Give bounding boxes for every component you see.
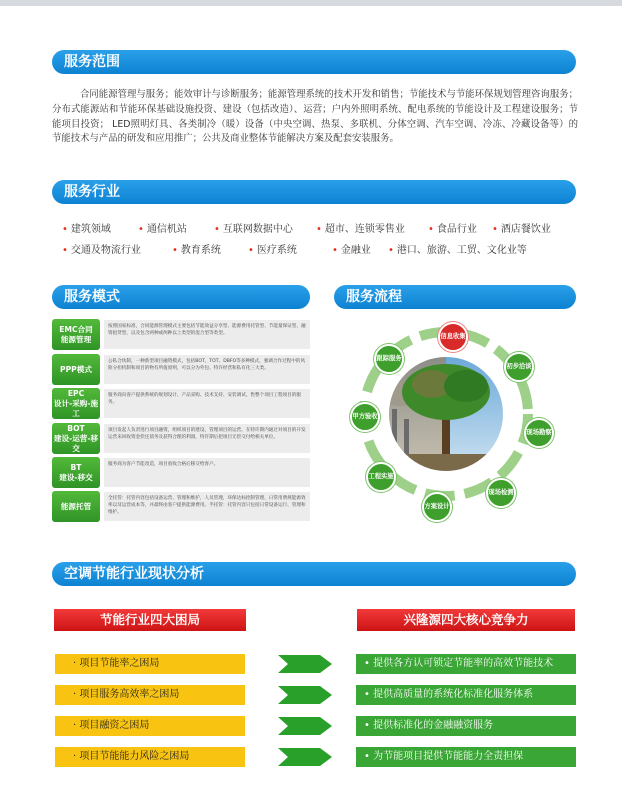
model-row-bt xyxy=(52,457,310,488)
model-tag: 能源托管 xyxy=(52,491,100,522)
scope-paragraph: 合同能源管理与服务；能效审计与诊断服务；能源管理系统的技术开发和销售；节能技术与节能环保规划管理咨询服务；分布式能源站和节能环保基础设施投资、建设（包括改造）、运营；户内外照明系统、配电系统的节能设计及工程建设服务；节能项目投资； LED照明灯具、各类制冷（暖）设备（中央空调、热泵、多联机、分体空调、汽车空调、冷冻、冷藏设备等）的节能技术与产品的研发和应用推广；公共及商业整体节能解决方案及配套安装服务。 xyxy=(52,89,578,145)
model-desc: 全托管：托管内容包括设备运营、管理和维护，人员管理，环保达标控制管理，日常用费规能源效率以及运营成本等，并最终由客户提供能源费用。半托管：托管内容只包括日常设备运行、管理和维护。 xyxy=(104,492,310,521)
industry-item: • 食品行业 xyxy=(428,224,477,235)
model-tag: EMC合同 能源管理 xyxy=(52,319,100,350)
industry-item: • 教育系统 xyxy=(172,245,221,256)
process-node-follow: 跟踪服务 xyxy=(374,344,404,374)
model-row-emc xyxy=(52,319,310,350)
strength-item-1: • 提供各方认可锁定节能率的高效节能技术 xyxy=(356,654,576,674)
industry-item: • 酒店餐饮业 xyxy=(492,224,551,235)
strength-item-2: • 提供高质量的系统化标准化服务体系 xyxy=(356,685,576,705)
industry-item: • 港口、旅游、工贸、文化业等 xyxy=(388,245,527,256)
process-node-info: 信息收集 xyxy=(438,322,468,352)
industry-title: 服务行业 xyxy=(64,184,120,200)
process-node-accept: 甲方验收 xyxy=(350,402,380,432)
scope-title: 服务范围 xyxy=(64,54,120,70)
chevron-right-icon xyxy=(278,686,332,704)
section-header-analysis xyxy=(52,562,576,586)
model-row-epc xyxy=(52,388,310,419)
top-bar xyxy=(0,0,622,6)
model-desc: 按照国家标准，合同能源管理模式主要包括节能效益分享型、能源费用托管型、节能量保证型、融资租赁型，以及包含两种或两种以上类型的混合型等类型。 xyxy=(104,320,310,349)
strength-item-4: • 为节能项目提供节能能力全责担保 xyxy=(356,747,576,767)
industry-item: • 交通及物流行业 xyxy=(62,245,141,256)
section-header-industry xyxy=(52,180,576,204)
dilemma-item-3: · 项目融资之困局 xyxy=(55,716,245,736)
dilemma-item-2: · 项目服务高效率之困局 xyxy=(55,685,245,705)
industry-item: • 金融业 xyxy=(332,245,371,256)
model-desc: 项目发起人负责进行项目融资，组织项目的建设，管理项目的运营，在特许期内通过对项目的开发运营来回收资金偿还债务及获得合理的利润，特许期后把项目无偿交付给相关单位。 xyxy=(104,424,310,453)
right-title-bar: 兴隆源四大核心竞争力 xyxy=(357,609,575,631)
process-node-test: 现场检测 xyxy=(486,478,516,508)
model-tag: BOT 建设-运营-移交 xyxy=(53,423,99,453)
model-title: 服务模式 xyxy=(64,289,120,305)
process-node-survey: 现场勘察 xyxy=(524,418,554,448)
industry-item: • 通信机站 xyxy=(138,224,187,235)
chevron-right-icon xyxy=(278,655,332,673)
model-desc: 服务商为客户节能改造，项目验收合格后移交给客户。 xyxy=(104,458,310,487)
industry-row-2 xyxy=(62,241,582,256)
industry-item: • 医疗系统 xyxy=(248,245,297,256)
dilemma-item-1: · 项目节能率之困局 xyxy=(55,654,245,674)
model-desc: 服务商向客户提供系统的规划设计、产品采购、技术支持、安装调试、售整个项目工程项目的服务。 xyxy=(104,389,310,418)
section-header-process xyxy=(334,285,576,309)
section-header-model xyxy=(52,285,310,309)
strength-item-3: • 提供标准化的金融融资服务 xyxy=(356,716,576,736)
model-row-bot xyxy=(52,423,310,454)
model-tag: PPP模式 xyxy=(52,354,100,385)
process-node-talk: 初步洽谈 xyxy=(504,352,534,382)
industry-item: • 互联网数据中心 xyxy=(214,224,293,235)
analysis-title: 空调节能行业现状分析 xyxy=(64,566,204,582)
process-node-build: 工程实施 xyxy=(366,462,396,492)
process-diagram xyxy=(334,314,574,524)
left-title-bar: 节能行业四大困局 xyxy=(54,609,246,631)
model-desc: 公私合伙制，一种新型项目融资模式，包括BOT、TOT、DBFO等多种模式，强调合作过程中的风险分担机制和项目的物有所值原则，可以分为外包、特许经营和私有化三大类。 xyxy=(104,355,310,384)
chevron-right-icon xyxy=(278,717,332,735)
dilemma-item-4: · 项目节能能力风险之困局 xyxy=(55,747,245,767)
process-title: 服务流程 xyxy=(346,289,402,305)
model-tag: EPC 设计-采购-施工 xyxy=(53,388,99,418)
model-tag: BT 建设-移交 xyxy=(52,457,100,488)
chevron-right-icon xyxy=(278,748,332,766)
industry-item: • 建筑领域 xyxy=(62,224,111,235)
model-row-ppp xyxy=(52,354,310,385)
industry-row-1 xyxy=(62,220,582,235)
model-row-hosting xyxy=(52,491,310,522)
industry-item: • 超市、连锁零售业 xyxy=(316,224,405,235)
process-node-design: 方案设计 xyxy=(422,492,452,522)
section-header-scope xyxy=(52,50,576,74)
